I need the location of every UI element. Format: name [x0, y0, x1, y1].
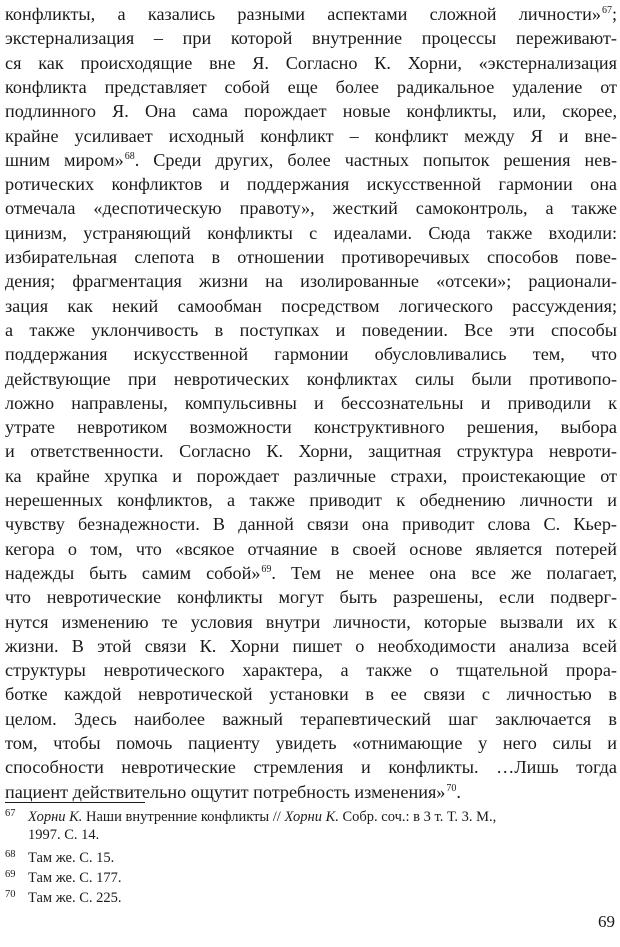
text-line: ся как происходящие вне Я. Согласно К. Хорни, «экстернализация [5, 52, 617, 73]
footnote-text: Там же. С. 15. [28, 850, 115, 866]
text-line: ка крайне хрупка и порождает различные страхи, проистекающие от [5, 465, 617, 486]
text-line: способности невротические стремления и конфликты. …Лишь тогда [5, 757, 617, 778]
text-line: кегора о том, что «всякое отчаяние в своей основе является потерей [5, 538, 617, 559]
text-line: нутся изменению те условия внутри личности, которые вызвали их к [5, 611, 617, 632]
text-line: ротических конфликтов и поддержания искусственной гармонии она [5, 174, 617, 195]
text-line: ложно направлены, компульсивны и бессознательны и приводили к [5, 392, 617, 413]
text-line: чувству безнадежности. В данной связи она приводит слова С. Кьер- [5, 514, 617, 535]
text-line: зация как некий самообман посредством логического рассуждения; [5, 295, 617, 316]
text-line: ботке каждой невротической установки в ее связи с личностью в [5, 684, 617, 705]
text-line: надежды быть самим собой»$^{69}$. Тем не менее она все же полагает, [5, 562, 617, 583]
text-line: конфликта представляет собой еще более радикальное удаление от [5, 76, 617, 97]
text-line: утрате невротиком возможности конструктивного решения, выбора [5, 417, 617, 438]
text-line: шним миром»$^{68}$. Среди других, более частных попыток решения нев- [5, 149, 617, 170]
text-line: подлинного Я. Она сама порождает новые конфликты, или, скорее, [5, 101, 617, 122]
text-line: и ответственности. Согласно К. Хорни, защитная структура невроти- [5, 441, 617, 462]
text-line: конфликты, а казались разными аспектами сложной личности»$^{67}$; [5, 4, 617, 24]
text-line: избирательная слепота в отношении противоречивых способов пове- [5, 247, 617, 267]
footnote-reference: 67 [601, 5, 612, 16]
text-line: что невротические конфликты могут быть разрешены, если подверг- [5, 587, 617, 608]
footnote-text: Хорни К. Наши внутренние конфликты // Хорни К. Собр. соч.: в 3 т. Т. 3. М., [28, 809, 497, 825]
text-line: поддержания искусственной гармонии обусловливались тем, что [5, 344, 617, 365]
footnote-number: 67 [5, 808, 16, 819]
text-line: действующие при невротических конфликтах силы были противопо- [5, 368, 617, 389]
text-line: экстернализация – при которой внутренние процессы переживают- [5, 28, 617, 49]
footnote-text-continued: 1997. С. 14. [28, 827, 100, 843]
text-line: крайне усиливает исходный конфликт – конфликт между Я и вне- [5, 125, 617, 146]
footnote-reference: 69 [261, 563, 272, 575]
text-line: отмечала «деспотическую правоту», жесткий самоконтроль, а также [5, 198, 617, 219]
footnote-number: 69 [5, 869, 16, 880]
page-number: 69 [598, 912, 615, 931]
text-line: дения; фрагментация жизни на изолированные «отсеки»; рационали- [5, 271, 617, 292]
text-line: цинизм, устраняющий конфликты с идеалами. Сюда также входили: [5, 222, 617, 243]
text-line: нерешенных конфликтов, а также приводит к обеднению личности и [5, 490, 617, 510]
text-line: жизни. В этой связи К. Хорни пишет о необходимости анализа всей [5, 635, 617, 656]
footnote-number: 70 [5, 889, 16, 900]
text-line: структуры невротического характера, а также о тщательной прора- [5, 660, 617, 681]
footnote-number: 68 [5, 849, 16, 860]
footnote-text: Там же. С. 177. [28, 870, 122, 886]
text-line: том, чтобы помочь пациенту увидеть «отнимающие у него силы и [5, 733, 617, 753]
text-line: целом. Здесь наиболее важный терапевтический шаг заключается в [5, 708, 617, 729]
footnote-reference: 70 [446, 782, 457, 794]
text-line: пациент действительно ощутит потребность изменения»$^{70}$. [5, 781, 461, 802]
footnote-separator [5, 802, 145, 803]
footnote-reference: 68 [124, 150, 135, 162]
footnote-text: Там же. С. 225. [28, 890, 122, 906]
text-line: а также уклончивость в поступках и поведении. Все эти способы [5, 319, 617, 340]
